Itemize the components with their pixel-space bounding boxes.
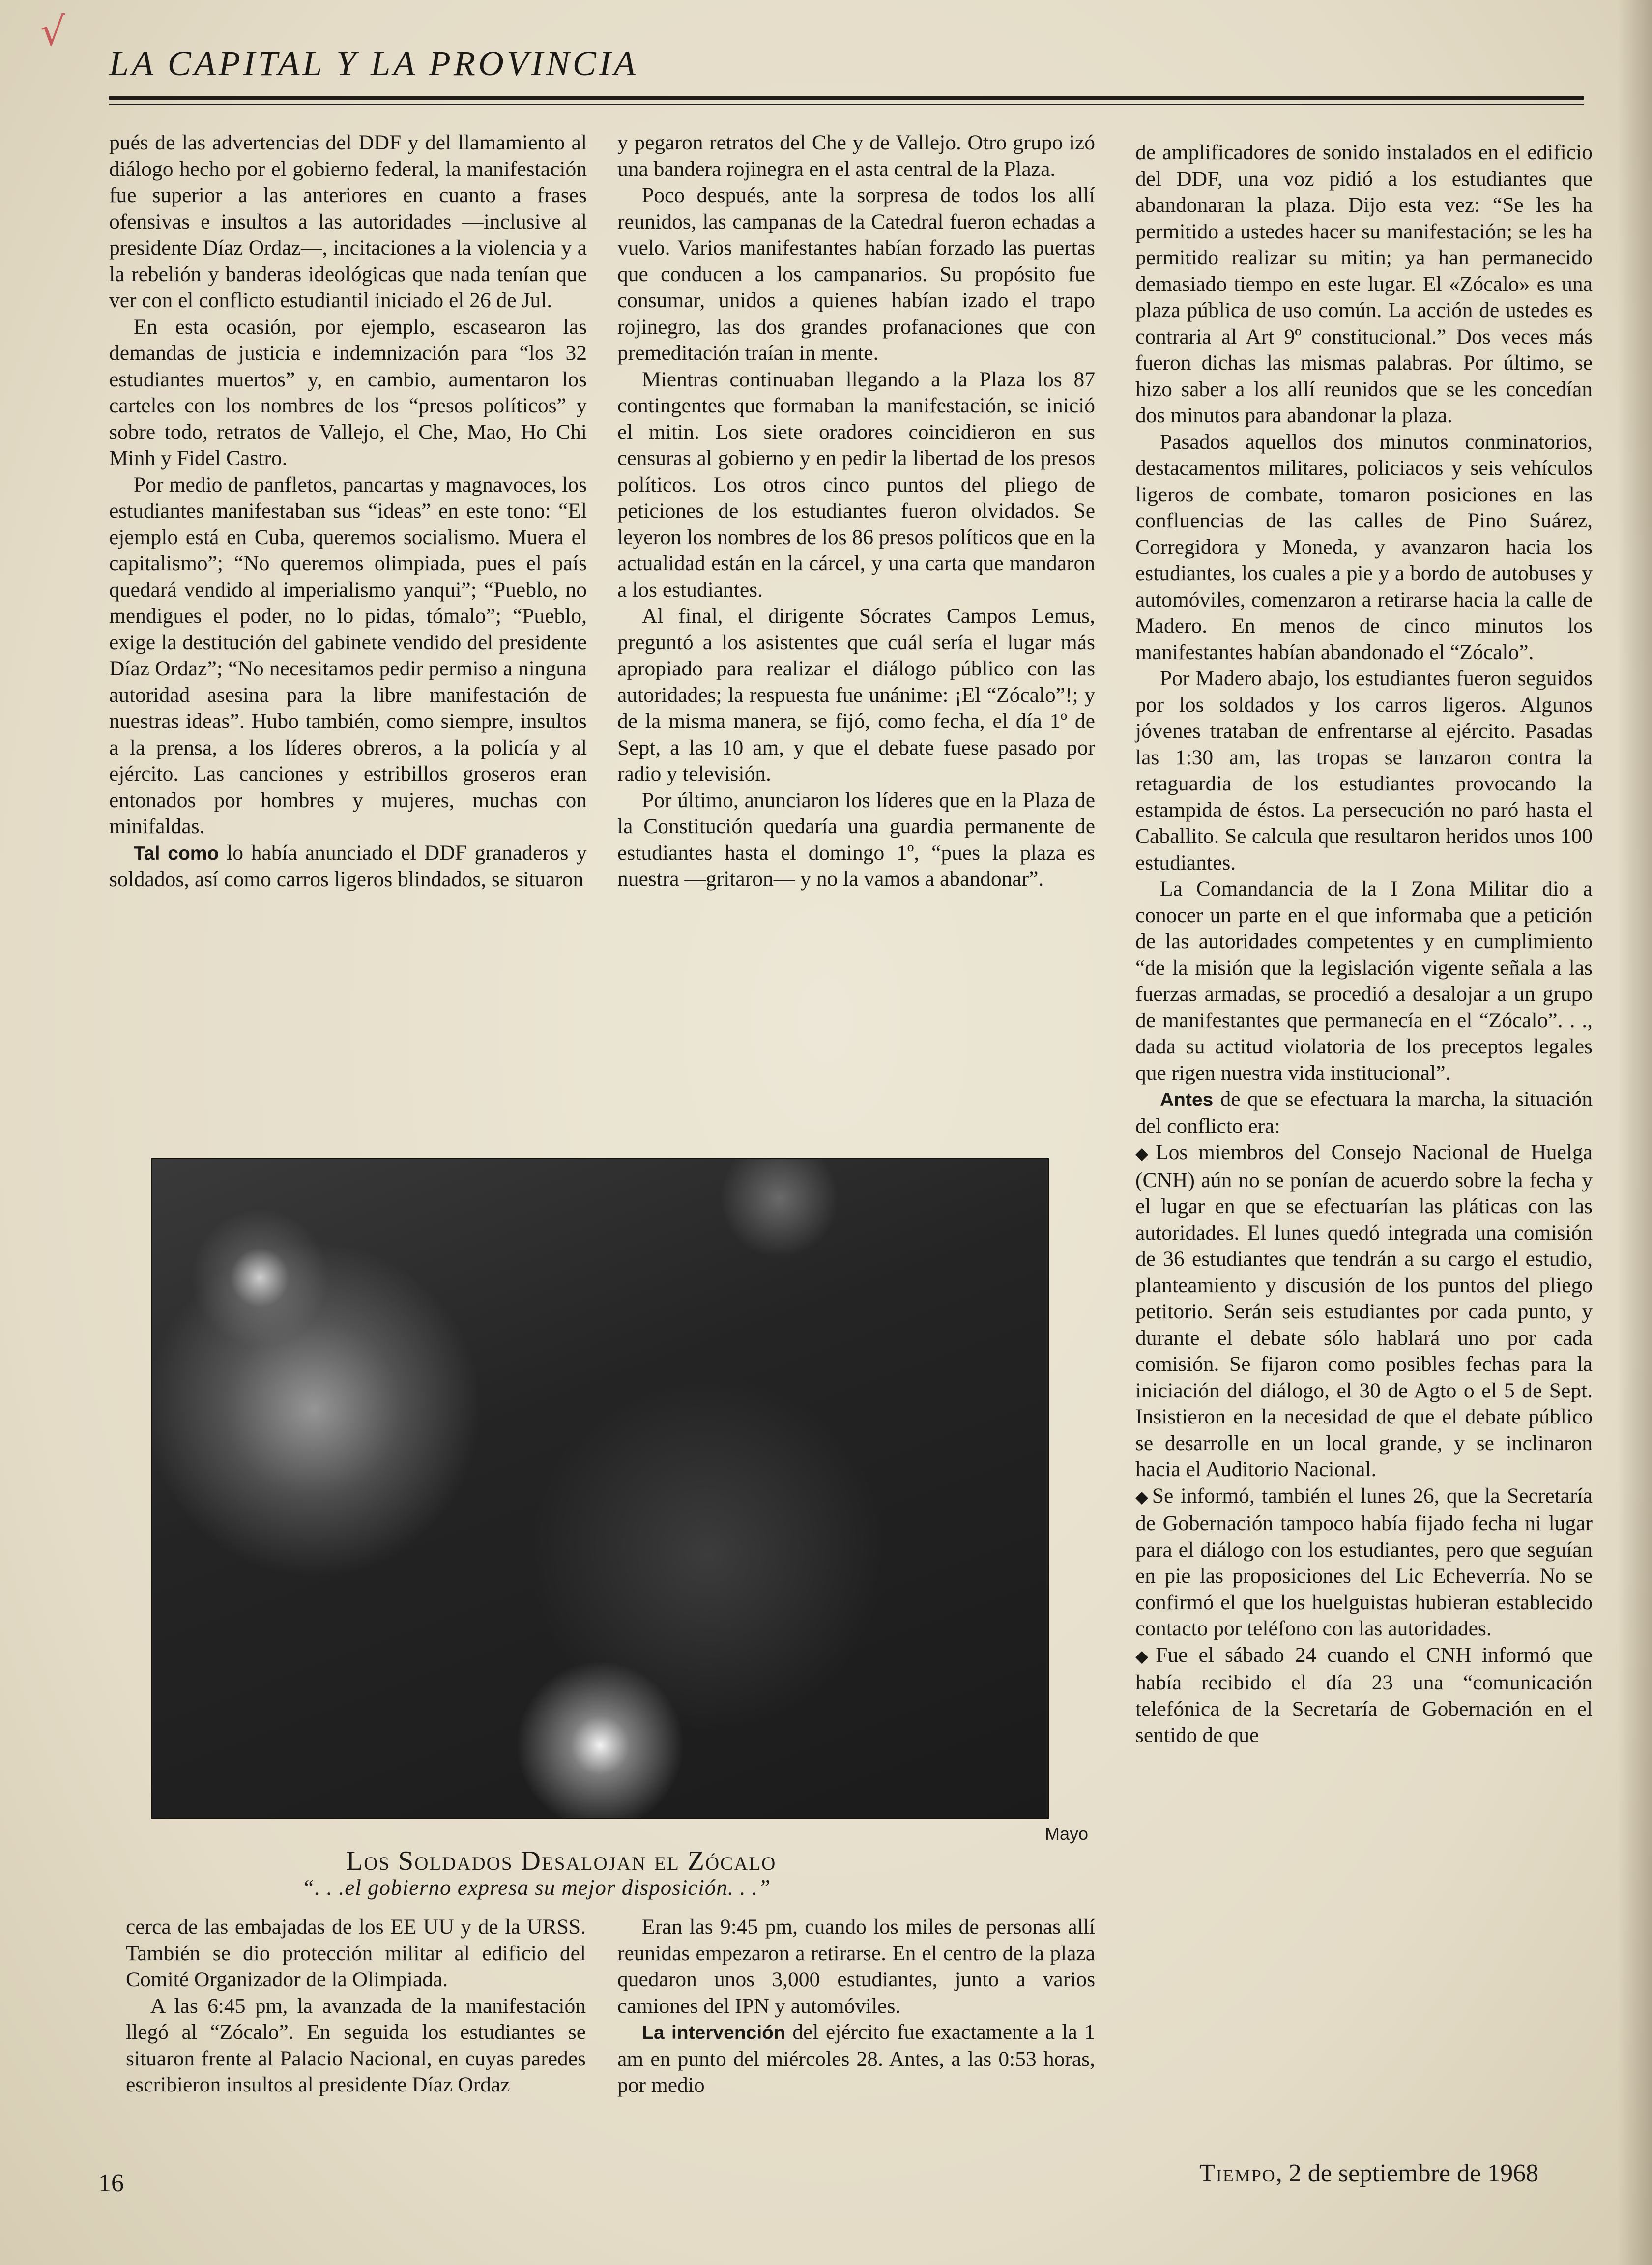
paragraph: La Comandancia de la I Zona Militar dio a conocer un parte en el que informaba que a petición de las autoridades competentes y en cumplimiento “de la misión que la legislación vigente señala a las fuerzas armadas, se procedió a desalojar a un grupo de manifestantes que permanecía en el “Zócalo”. . ., dada su actitud violatoria de los preceptos legales que rigen nuestra vida institucional”.: [1135, 877, 1593, 1085]
news-photo: [151, 1158, 1049, 1819]
paragraph: Mientras continuaban llegando a la Plaza los 87 contingentes que formaban la manifestación, se inició el mitin. Los siete oradores coincidieron en sus censuras al gobierno y en pedir la libertad de los presos políticos. Los otros cinco puntos del pliego de peticiones de los estudiantes fueron olvidados. Se leyeron los nombres de los 86 presos políticos que en la actualidad están en la cárcel, y una carta que mandaron a los estudiantes.: [617, 367, 1095, 602]
header-rule-thick: [109, 96, 1584, 100]
photo-caption-title: Los Soldados Desalojan el Zócalo: [346, 1846, 777, 1876]
paragraph: pués de las advertencias del DDF y del llamamiento al diálogo hecho por el gobierno federal, la manifestación fue superior a las anteriores en cuanto a frases ofensivas e insultos a las autoridades —inclusive al presidente Díaz Ordaz—, incitaciones a la violencia y a la rebelión y banderas ideológicas que nada tenían que ver con el conflicto estudiantil iniciado el 26 de Jul.: [109, 131, 587, 312]
margin-mark: √: [40, 9, 65, 55]
column-3: [1135, 140, 1593, 1749]
magazine-name: Tiempo: [1199, 2159, 1276, 2187]
photo-credit: Mayo: [1045, 1824, 1089, 1844]
column-5: [617, 1914, 1095, 2099]
paragraph: Por medio de panfletos, pancartas y magnavoces, los estudiantes manifestaban sus “ideas” en este tono: “El ejemplo está en Cuba, queremos socialismo. Muera el capitalismo”; “No queremos olimpiada, pues el país quedará vendido al imperialismo yanqui”; “Pueblo, no mendigues el poder, no lo pidas, tómalo”; “Pueblo, exige la destitución del gabinete vendido del presidente Díaz Ordaz”; “No necesitamos pedir permiso a ninguna autoridad asesina para la libre manifestación de nuestras ideas”. Hubo también, como siempre, insultos a la prensa, a los líderes obreros, a la policía y al ejército. Las canciones y estribillos groseros eran entonados por hombres y mujeres, muchas con minifaldas.: [109, 472, 587, 838]
paragraph: [1135, 1086, 1593, 1139]
paragraph-text: de que se efectuara la marcha, la situación del conflicto era:: [1135, 1087, 1593, 1138]
lead-in: Antes: [1160, 1089, 1214, 1110]
bullet-item: [1135, 1139, 1593, 1483]
issue-date: , 2 de septiembre de 1968: [1275, 2159, 1539, 2187]
lead-in: La intervención: [642, 2022, 785, 2043]
bullet-text: Fue el sábado 24 cuando el CNH informó que había recibido el día 23 una “comunicación telefónica de la Secretaría de Gobernación en el sentido de que: [1135, 1643, 1593, 1747]
paragraph: de amplificadores de sonido instalados en el edificio del DDF, una voz pidió a los estudiantes que abandonaran la plaza. Dijo esta vez: “Se les ha permitido a ustedes hacer su manifestación; se les ha permitido realizar su mitin; ya han permanecido demasiado tiempo en este lugar. El «Zócalo» es una plaza pública de uso común. La acción de ustedes es contraria al Art 9º constitucional.” Dos veces más fueron dichas las mismas palabras. Por último, se hizo saber a los allí reunidos que se les concedían dos minutos para abandonar la plaza.: [1135, 141, 1593, 427]
diamond-bullet-icon: ◆: [1135, 1487, 1150, 1507]
header-rule-thin: [109, 104, 1584, 105]
lead-in: Tal como: [134, 842, 219, 864]
paragraph-text: lo había anunciado el DDF granaderos y soldados, así como carros ligeros blindados, se situaron: [109, 841, 587, 891]
paragraph: Por último, anunciaron los líderes que en la Plaza de la Constitución quedaría una guardia permanente de estudiantes hasta el domingo 1º, “pues la plaza es nuestra —gritaron— y no la vamos a abandonar”.: [617, 788, 1095, 891]
column-4: [126, 1914, 586, 2098]
paragraph-text: del ejército fue exactamente a la 1 am en punto del miércoles 28. Antes, a las 0:53 horas, por medio: [617, 2020, 1095, 2097]
bullet-text: Los miembros del Consejo Nacional de Huelga (CNH) aún no se ponían de acuerdo sobre la fecha y el lugar en que se efectuarían las pláticas con las autoridades. El lunes quedó integrada una comisión de 36 estudiantes que tendrán a su cargo el estudio, planteamiento y discusión de los puntos del pliego petitorio. Serán seis estudiantes por cada punto, y durante el debate sólo hablará uno por cada comisión. Se fijaron como posibles fechas para la iniciación del diálogo, el 30 de Agto o el 5 de Sept. Insistieron en la necesidad de que el debate público se desarrolle en un local grande, y se inclinaron hacia el Auditorio Nacional.: [1135, 1140, 1593, 1481]
diamond-bullet-icon: ◆: [1135, 1144, 1154, 1163]
paragraph: En esta ocasión, por ejemplo, escasearon las demandas de justicia e indemnización para “los 32 estudiantes muertos” y, en cambio, aumentaron los carteles con los nombres de los “presos políticos” y sobre todo, retratos de Vallejo, el Che, Mao, Ho Chi Minh y Fidel Castro.: [109, 315, 587, 470]
column-1: [109, 130, 587, 893]
paragraph: Pasados aquellos dos minutos conminatorios, destacamentos militares, policiacos y seis vehículos ligeros de combate, tomaron posiciones en las confluencias de las calles de Pino Suárez, Corregidora y Moneda, y avanzaron hacia los estudiantes, los cuales a pie y a bordo de autobuses y automóviles, comenzaron a retirarse hacia la calle de Madero. En menos de cinco minutos los manifestantes habían abandonado el “Zócalo”.: [1135, 430, 1593, 664]
bullet-text: Se informó, también el lunes 26, que la Secretaría de Gobernación tampoco había fijado fecha ni lugar para el diálogo con los estudiantes, pero que seguían en pie las proposiciones del Lic Echeverría. No se confirmó el que los huelguistas hubieran establecido contacto por teléfono con las autoridades.: [1135, 1483, 1593, 1640]
paragraph: [617, 2019, 1095, 2099]
paragraph: A las 6:45 pm, la avanzada de la manifestación llegó al “Zócalo”. En seguida los estudiantes se situaron frente al Palacio Nacional, en cuyas paredes escribieron insultos al presidente Díaz Ordaz: [126, 1994, 586, 2096]
column-2: [617, 130, 1095, 893]
bullet-item: [1135, 1483, 1593, 1642]
paragraph: Al final, el dirigente Sócrates Campos Lemus, preguntó a los asistentes que cuál sería el lugar más apropiado para realizar el diálogo público con las autoridades; la respuesta fue unánime: ¡El “Zócalo”!; y de la misma manera, se fijó, como fecha, el día 1º de Sept, a las 10 am, y que el debate fuese pasado por radio y televisión.: [617, 604, 1095, 785]
paragraph: cerca de las embajadas de los EE UU y de la URSS. También se dio protección militar al edificio del Comité Organizador de la Olimpiada.: [126, 1915, 586, 1991]
bullet-item: [1135, 1642, 1593, 1749]
photo-caption-subtitle: “. . .el gobierno expresa su mejor disposición. . .”: [302, 1875, 771, 1900]
paragraph: [109, 840, 587, 893]
page-number: 16: [98, 2169, 124, 2197]
section-header: LA CAPITAL Y LA PROVINCIA: [109, 44, 638, 83]
paragraph: Por Madero abajo, los estudiantes fueron seguidos por los soldados y los carros ligeros. Algunos jóvenes trataban de enfrentarse al ejército. Pasadas las 1:30 am, las tropas se lanzaron contra la retaguardia de los estudiantes provocando la estampida de éstos. La persecución no paró hasta el Caballito. Se calcula que resultaron heridos unos 100 estudiantes.: [1135, 667, 1593, 874]
paragraph: Eran las 9:45 pm, cuando los miles de personas allí reunidas empezaron a retirarse. En el centro de la plaza quedaron unos 3,000 estudiantes, junto a varios camiones del IPN y automóviles.: [617, 1915, 1095, 2018]
diamond-bullet-icon: ◆: [1135, 1646, 1154, 1666]
paragraph: Poco después, ante la sorpresa de todos los allí reunidos, las campanas de la Catedral fueron echadas a vuelo. Varios manifestantes habían forzado las puertas que conducen a los campanarios. Su propósito fue consumar, unidos a quienes habían izado el trapo rojinegro, las dos grandes profanaciones que con premeditación traían in mente.: [617, 183, 1095, 365]
footer-publication: [1199, 2159, 1538, 2188]
paragraph: y pegaron retratos del Che y de Vallejo. Otro grupo izó una bandera rojinegra en el asta central de la Plaza.: [617, 131, 1095, 181]
